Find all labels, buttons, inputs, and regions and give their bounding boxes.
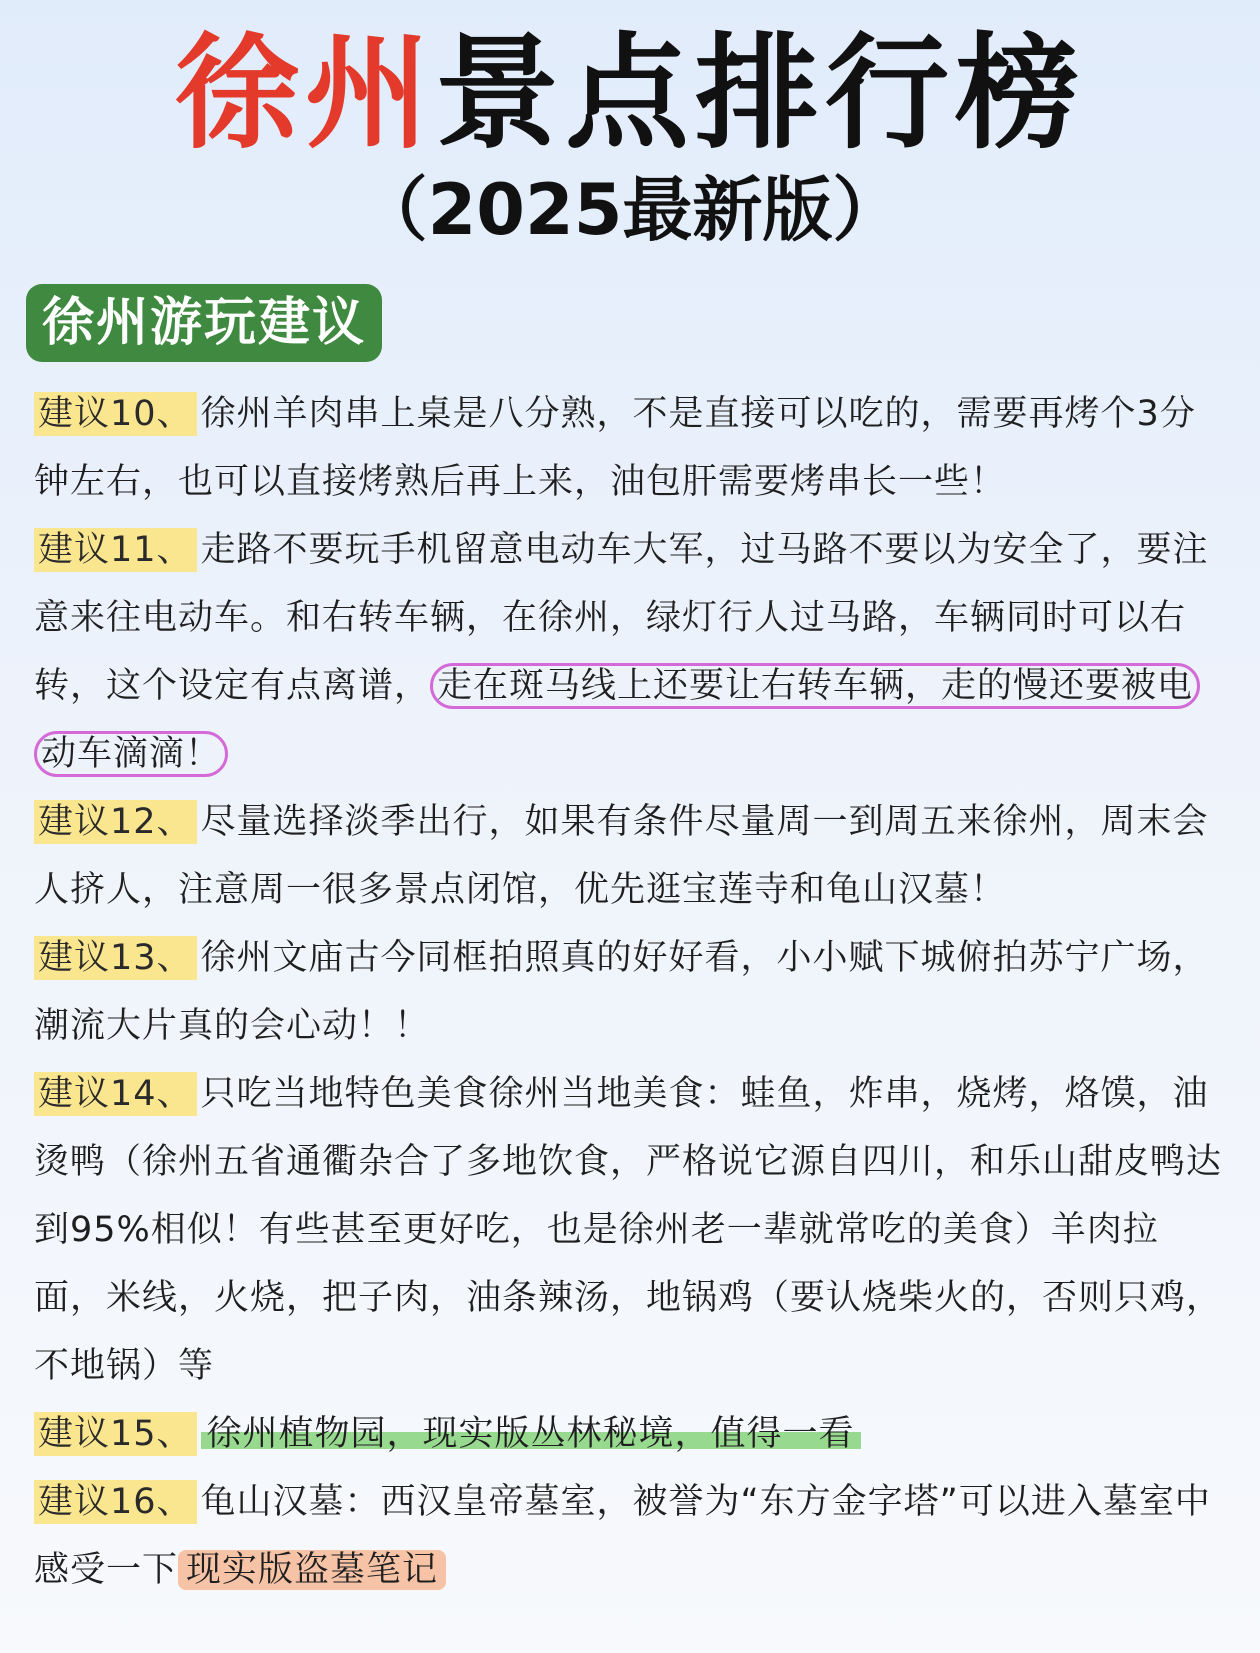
tip-10 [34, 380, 1229, 516]
tip-label: 建议15、 [34, 1412, 197, 1456]
tip-text: 徐州羊肉串上桌是八分熟，不是直接可以吃的，需要再烤个3分钟左右，也可以直接烤熟后再上来，油包肝需要烤串长一些！ [34, 394, 1196, 502]
tip-12 [34, 788, 1229, 924]
tip-highlight-green: 徐州植物园，现实版丛林秘境，值得一看 [201, 1414, 861, 1454]
tip-label: 建议10、 [34, 392, 197, 436]
tip-text: 龟山汉墓：西汉皇帝墓室，被誉为“东方金字塔”可以进入墓室中感受一下 [34, 1482, 1211, 1590]
tip-text: 尽量选择淡季出行，如果有条件尽量周一到周五来徐州，周末会人挤人，注意周一很多景点闭馆，优先逛宝莲寺和龟山汉墓！ [34, 802, 1209, 910]
tip-label: 建议12、 [34, 800, 197, 844]
title-main: 景点排行榜 [435, 22, 1086, 166]
tip-text: 走路不要玩手机留意电动车大军，过马路不要以为安全了，要注意来往电动车。和右转车辆，在徐州，绿灯行人过马路，车辆同时可以右转，这个设定有点离谱， [34, 530, 1209, 706]
tip-13 [34, 924, 1229, 1060]
tip-16 [34, 1468, 1229, 1604]
tip-highlight-peach: 现实版盗墓笔记 [178, 1550, 446, 1590]
tip-circled-text: 走在斑马线上还要让右转车辆，走的慢还要被电动车滴滴！ [34, 663, 1200, 777]
tip-label: 建议14、 [34, 1072, 197, 1116]
tip-14 [34, 1060, 1229, 1400]
tip-text: 徐州文庙古今同框拍照真的好好看，小小赋下城俯拍苏宁广场，潮流大片真的会心动！！ [34, 938, 1209, 1046]
title-city: 徐州 [174, 22, 435, 166]
tip-label: 建议13、 [34, 936, 197, 980]
page-title [0, 20, 1260, 169]
tips-list [34, 380, 1229, 1604]
tip-11 [34, 516, 1229, 788]
tip-label: 建议11、 [34, 528, 197, 572]
section-tag: 徐州游玩建议 [26, 284, 382, 362]
tip-label: 建议16、 [34, 1480, 197, 1524]
page-subtitle: （2025最新版） [357, 169, 903, 251]
tip-text: 只吃当地特色美食徐州当地美食：蛙鱼，炸串，烧烤，烙馍，油烫鸭（徐州五省通衢杂合了多地饮食，严格说它源自四川，和乐山甜皮鸭达到95%相似！有些甚至更好吃，也是徐州老一辈就常吃的美食）羊肉拉面，米线，火烧，把子肉，油条辣汤，地锅鸡（要认烧柴火的，否则只鸡，不地锅）等 [34, 1074, 1223, 1386]
tip-15 [34, 1400, 1229, 1468]
